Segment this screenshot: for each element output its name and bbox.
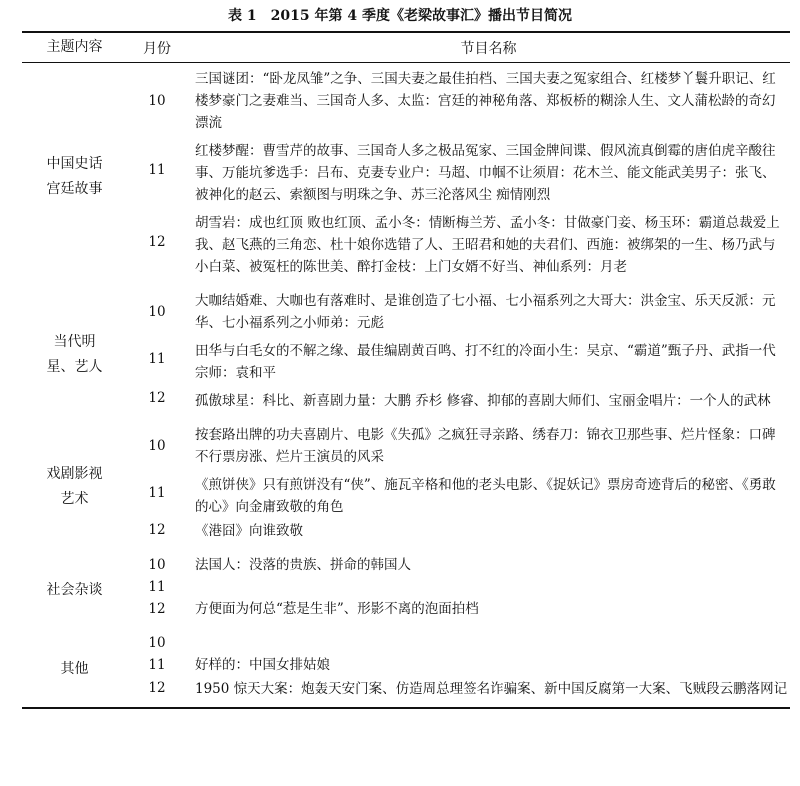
month-cell: 11	[148, 579, 166, 595]
month-cell: 10	[148, 93, 166, 109]
programs-table	[22, 31, 790, 709]
table-row	[22, 576, 790, 598]
topic-cell: 其他	[60, 661, 89, 677]
titles-cell: 方便面为何总“惹是生非”、形影不离的泡面拍档	[195, 601, 479, 617]
header-row	[22, 32, 790, 63]
month-cell: 10	[148, 304, 166, 320]
header-titles: 节目名称	[460, 40, 517, 57]
table-caption: 表 1 2015 年第 4 季度《老梁故事汇》播出节目简况	[228, 8, 572, 24]
table-row	[22, 676, 790, 708]
table-row	[22, 334, 790, 384]
month-cell: 12	[148, 234, 166, 250]
month-cell: 10	[148, 635, 166, 651]
titles-cell: 《煎饼侠》只有煎饼没有“侠”、施瓦辛格和他的老头电影、《捉妖记》票房奇迹背后的秘密、《勇敢的心》向金庸致敬的角色	[195, 477, 776, 515]
titles-cell: 田华与白毛女的不解之缘、最佳编剧黄百鸣、打不红的冷面小生：吴京、“霸道”甄子丹、武指一代宗师：袁和平	[195, 343, 776, 381]
titles-cell: 孤傲球星：科比、新喜剧力量：大鹏 乔杉 修睿、抑郁的喜剧大师们、宝丽金唱片：一个人的武林	[195, 393, 771, 409]
titles-cell: 1950 惊天大案：炮轰天安门案、仿造周总理签名诈骗案、新中国反腐第一大案、飞贼段云鹏落网记	[195, 681, 788, 697]
table-row	[22, 419, 790, 468]
titles-cell: 按套路出牌的功夫喜剧片、电影《失孤》之疯狂寻亲路、绣春刀：锦衣卫那些事、烂片怪象：口碑不行票房涨、烂片王演员的风采	[195, 427, 776, 465]
month-cell: 12	[148, 390, 166, 406]
topic-cell: 当代明星、艺人	[46, 333, 103, 375]
table-row	[22, 627, 790, 654]
table-row	[22, 384, 790, 419]
month-cell: 11	[148, 351, 166, 367]
table-row	[22, 518, 790, 549]
titles-cell: 红楼梦醒：曹雪芹的故事、三国奇人多之极品冤家、三国金牌间谍、假风流真倒霉的唐伯虎辛酸往事、万能坑爹选手：吕布、克妻专业户：马超、巾帼不让须眉：花木兰、能文能武美男子：张飞、被神化的赵云、索额图与明珠之争、苏三沦落风尘 痴情刚烈	[195, 143, 776, 203]
topic-cell: 社会杂谈	[46, 582, 103, 598]
titles-cell: 胡雪岩：成也红顶 败也红顶、孟小冬：情断梅兰芳、孟小冬：甘做豪门妾、杨玉环：霸道总裁爱上我、赵飞燕的三角恋、杜十娘你选错了人、王昭君和她的夫君们、西施：被绑架的一生、杨乃武与小白菜、被冤枉的陈世美、醉打金枝：上门女婿不好当、神仙系列：月老	[195, 215, 780, 275]
month-cell: 10	[148, 557, 166, 573]
titles-cell: 法国人：没落的贵族、拼命的韩国人	[195, 557, 411, 573]
table-row	[22, 468, 790, 518]
table-row	[22, 654, 790, 676]
month-cell: 11	[148, 485, 166, 501]
table-row	[22, 134, 790, 206]
table-row	[22, 549, 790, 576]
month-cell: 12	[148, 601, 166, 617]
table-row	[22, 206, 790, 285]
month-cell: 11	[148, 162, 166, 178]
topic-cell: 戏剧影视艺术	[46, 465, 103, 507]
month-cell: 12	[148, 680, 166, 696]
topic-cell: 中国史话宫廷故事	[46, 155, 103, 197]
titles-cell: 《港囧》向谁致敬	[195, 523, 303, 539]
header-topic: 主题内容	[46, 39, 103, 55]
titles-cell: 三国谜团：“卧龙凤雏”之争、三国夫妻之最佳拍档、三国夫妻之冤家组合、红楼梦丫鬟升职记、红楼梦豪门之妻难当、三国奇人多、太监：宫廷的神秘角落、郑板桥的糊涂人生、文人蒲松龄的奇幻漂流	[195, 71, 776, 131]
table-row	[22, 285, 790, 334]
table-row	[22, 598, 790, 627]
header-month: 月份	[143, 40, 171, 57]
month-cell: 12	[148, 522, 166, 538]
month-cell: 10	[148, 438, 166, 454]
table-row	[22, 63, 790, 135]
titles-cell: 好样的：中国女排姑娘	[195, 657, 330, 673]
titles-cell	[187, 576, 790, 598]
month-cell: 11	[148, 657, 166, 673]
titles-cell: 大咖结婚难、大咖也有落难时、是谁创造了七小福、七小福系列之大哥大：洪金宝、乐天反派：元华、七小福系列之小师弟：元彪	[195, 293, 776, 331]
titles-cell	[187, 627, 790, 654]
